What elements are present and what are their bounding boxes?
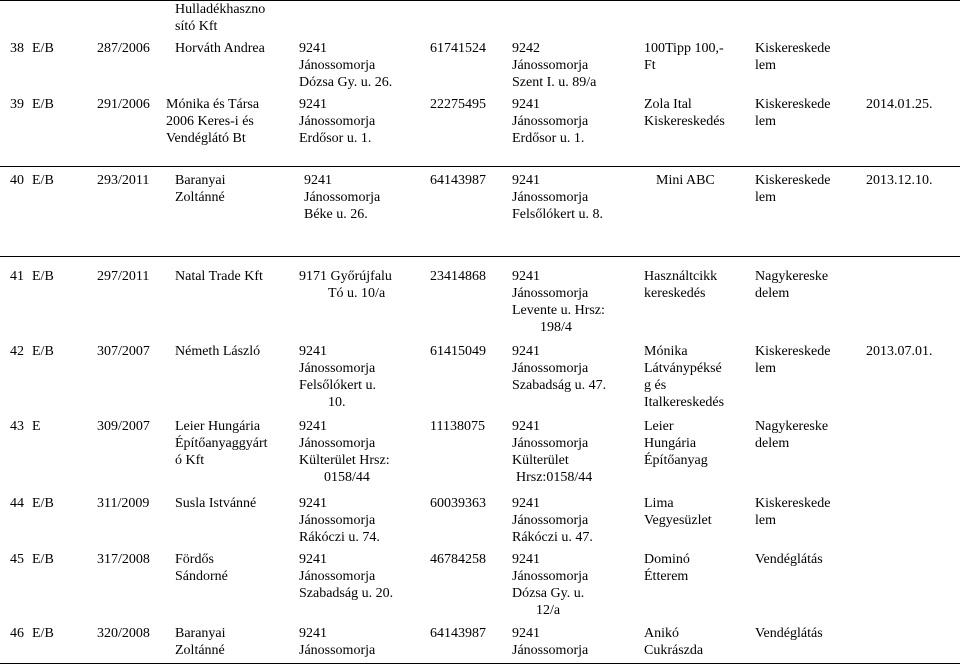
cell-shop-name: Dominó xyxy=(644,552,690,567)
cell-addr: Dózsa Gy. u. 26. xyxy=(299,75,393,90)
cell-type: E/B xyxy=(32,269,54,284)
cell-name: Natal Trade Kft xyxy=(175,269,263,284)
cell-name: Sándorné xyxy=(175,569,228,584)
cell-addr: Tó u. 10/a xyxy=(328,286,386,301)
cell-reg: 293/2011 xyxy=(97,173,150,188)
cell-shop-name: Kiskereskedés xyxy=(644,114,725,129)
cell-category: lem xyxy=(755,513,776,528)
cell-shop-addr: Erdősor u. 1. xyxy=(512,131,585,146)
cell-nr: 41 xyxy=(10,269,24,284)
cell-name: Németh László xyxy=(175,344,261,359)
cell-addr: Külterület Hrsz: xyxy=(299,453,390,468)
cell-shop-name: Látványpéksé xyxy=(644,361,722,376)
cell-reg: 309/2007 xyxy=(97,419,150,434)
cell-category: lem xyxy=(755,114,776,129)
cell-category: Nagykereske xyxy=(755,269,829,284)
cell-nr: 45 xyxy=(10,552,24,567)
cell-reg: 287/2006 xyxy=(97,41,150,56)
cell-type: E/B xyxy=(32,552,54,567)
cell-name: Vendéglátó Bt xyxy=(166,131,246,146)
cell-shop-addr: 9241 xyxy=(512,97,540,112)
cell-addr: Jánossomorja xyxy=(299,361,376,376)
cell-shop-addr: 9241 xyxy=(512,269,540,284)
cell-shop-addr: Rákóczi u. 47. xyxy=(512,530,593,545)
cell-shop-addr: Külterület xyxy=(512,453,569,468)
cell-shop-addr: 9241 xyxy=(512,344,540,359)
cell-name: Építőanyaggyárt xyxy=(175,436,268,451)
cell-reg: 307/2007 xyxy=(97,344,150,359)
cell-addr: 10. xyxy=(328,395,346,410)
cell-shop-name: Mini ABC xyxy=(656,173,715,188)
cell-date: 2013.07.01. xyxy=(866,344,933,359)
cell-addr: 9241 xyxy=(299,626,327,641)
cell-name: sító Kft xyxy=(175,19,218,34)
cell-addr: 9171 Győrújfalu xyxy=(299,269,392,284)
cell-addr: 9241 xyxy=(299,97,327,112)
cell-shop-addr: Jánossomorja xyxy=(512,58,589,73)
cell-category: lem xyxy=(755,361,776,376)
cell-shop-name: Cukrászda xyxy=(644,643,704,658)
cell-tax: 11138075 xyxy=(430,419,485,434)
cell-shop-name: Anikó xyxy=(644,626,679,641)
cell-tax: 23414868 xyxy=(430,269,486,284)
cell-shop-addr: 9241 xyxy=(512,626,540,641)
cell-name: ó Kft xyxy=(175,453,205,468)
cell-name: Horváth Andrea xyxy=(175,41,265,56)
cell-addr: Jánossomorja xyxy=(299,58,376,73)
cell-shop-name: kereskedés xyxy=(644,286,706,301)
cell-addr: 9241 xyxy=(304,173,332,188)
cell-shop-addr: Jánossomorja xyxy=(512,436,589,451)
cell-shop-name: Vegyesüzlet xyxy=(644,513,712,528)
cell-tax: 64143987 xyxy=(430,626,486,641)
table-rule xyxy=(0,166,960,167)
cell-shop-addr: 198/4 xyxy=(540,320,572,335)
cell-tax: 64143987 xyxy=(430,173,486,188)
cell-addr: Jánossomorja xyxy=(299,513,376,528)
cell-addr: Erdősor u. 1. xyxy=(299,131,372,146)
cell-shop-name: Hungária xyxy=(644,436,697,451)
cell-shop-addr: Jánossomorja xyxy=(512,513,589,528)
cell-addr: 9241 xyxy=(299,41,327,56)
cell-addr: Béke u. 26. xyxy=(304,207,368,222)
cell-category: Kiskereskede xyxy=(755,41,831,56)
cell-addr: 9241 xyxy=(299,419,327,434)
cell-shop-name: Használtcikk xyxy=(644,269,718,284)
cell-nr: 39 xyxy=(10,97,24,112)
cell-shop-name: g és xyxy=(644,378,667,393)
cell-reg: 311/2009 xyxy=(97,496,150,511)
cell-shop-addr: 9241 xyxy=(512,496,540,511)
cell-shop-addr: Jánossomorja xyxy=(512,643,589,658)
cell-nr: 38 xyxy=(10,41,24,56)
cell-shop-name: Építőanyag xyxy=(644,453,708,468)
cell-shop-addr: Dózsa Gy. u. xyxy=(512,586,585,601)
cell-addr: 9241 xyxy=(299,552,327,567)
cell-nr: 40 xyxy=(10,173,24,188)
cell-addr: 0158/44 xyxy=(324,470,370,485)
cell-shop-name: Leier xyxy=(644,419,674,434)
cell-tax: 61741524 xyxy=(430,41,486,56)
table-rule xyxy=(0,256,960,257)
cell-shop-addr: 12/a xyxy=(536,603,561,618)
cell-shop-addr: Szent I. u. 89/a xyxy=(512,75,597,90)
cell-name: Mónika és Társa xyxy=(166,97,260,112)
cell-reg: 297/2011 xyxy=(97,269,150,284)
cell-category: Nagykereske xyxy=(755,419,829,434)
cell-shop-addr: Jánossomorja xyxy=(512,286,589,301)
cell-category: Kiskereskede xyxy=(755,97,831,112)
cell-shop-addr: Jánossomorja xyxy=(512,569,589,584)
cell-shop-addr: 9241 xyxy=(512,419,540,434)
cell-shop-addr: 9242 xyxy=(512,41,540,56)
cell-addr: Jánossomorja xyxy=(299,643,376,658)
cell-shop-addr: Hrsz:0158/44 xyxy=(516,470,593,485)
cell-shop-addr: 9241 xyxy=(512,552,540,567)
cell-nr: 42 xyxy=(10,344,24,359)
cell-category: delem xyxy=(755,286,790,301)
cell-tax: 60039363 xyxy=(430,496,486,511)
cell-addr: Jánossomorja xyxy=(299,436,376,451)
cell-nr: 46 xyxy=(10,626,24,641)
cell-addr: 9241 xyxy=(299,344,327,359)
cell-shop-addr: Levente u. Hrsz: xyxy=(512,303,605,318)
cell-category: Vendéglátás xyxy=(755,626,823,641)
cell-shop-addr: Jánossomorja xyxy=(512,190,589,205)
cell-shop-name: Italkereskedés xyxy=(644,395,725,410)
cell-tax: 22275495 xyxy=(430,97,486,112)
cell-tax: 61415049 xyxy=(430,344,486,359)
cell-addr: Szabadság u. 20. xyxy=(299,586,394,601)
cell-category: Kiskereskede xyxy=(755,344,831,359)
cell-shop-name: 100Tipp 100,- xyxy=(644,41,724,56)
cell-type: E/B xyxy=(32,173,54,188)
cell-nr: 43 xyxy=(10,419,24,434)
cell-type: E xyxy=(32,419,41,434)
cell-type: E/B xyxy=(32,626,54,641)
cell-reg: 291/2006 xyxy=(97,97,150,112)
cell-shop-name: Étterem xyxy=(644,569,689,584)
cell-name: Susla Istvánné xyxy=(175,496,257,511)
cell-nr: 44 xyxy=(10,496,24,511)
cell-category: delem xyxy=(755,436,790,451)
cell-name: Fördős xyxy=(175,552,214,567)
cell-shop-name: Lima xyxy=(644,496,674,511)
cell-name: 2006 Keres-i és xyxy=(166,114,254,129)
cell-type: E/B xyxy=(32,344,54,359)
cell-addr: Jánossomorja xyxy=(299,569,376,584)
cell-type: E/B xyxy=(32,496,54,511)
cell-date: 2013.12.10. xyxy=(866,173,933,188)
cell-name: Zoltánné xyxy=(175,643,225,658)
cell-shop-addr: Felsőlókert u. 8. xyxy=(512,207,603,222)
cell-shop-addr: Szabadság u. 47. xyxy=(512,378,607,393)
cell-addr: Rákóczi u. 74. xyxy=(299,530,380,545)
cell-shop-name: Ft xyxy=(644,58,656,73)
cell-addr: Jánossomorja xyxy=(304,190,381,205)
cell-name: Baranyai xyxy=(175,626,226,641)
cell-type: E/B xyxy=(32,41,54,56)
cell-category: lem xyxy=(755,58,776,73)
cell-type: E/B xyxy=(32,97,54,112)
cell-category: Kiskereskede xyxy=(755,496,831,511)
cell-shop-name: Zola Ital xyxy=(644,97,692,112)
cell-name: Hulladékhaszno xyxy=(175,2,266,17)
cell-date: 2014.01.25. xyxy=(866,97,933,112)
cell-shop-addr: 9241 xyxy=(512,173,540,188)
cell-category: Vendéglátás xyxy=(755,552,823,567)
cell-shop-addr: Jánossomorja xyxy=(512,114,589,129)
cell-addr: 9241 xyxy=(299,496,327,511)
cell-addr: Jánossomorja xyxy=(299,114,376,129)
cell-shop-addr: Jánossomorja xyxy=(512,361,589,376)
cell-addr: Felsőlókert u. xyxy=(299,378,376,393)
cell-name: Zoltánné xyxy=(175,190,225,205)
cell-shop-name: Mónika xyxy=(644,344,688,359)
cell-tax: 46784258 xyxy=(430,552,486,567)
cell-name: Leier Hungária xyxy=(175,419,261,434)
cell-category: Kiskereskede xyxy=(755,173,831,188)
cell-category: lem xyxy=(755,190,776,205)
cell-reg: 320/2008 xyxy=(97,626,150,641)
cell-reg: 317/2008 xyxy=(97,552,150,567)
cell-name: Baranyai xyxy=(175,173,226,188)
table-rule xyxy=(0,0,960,1)
